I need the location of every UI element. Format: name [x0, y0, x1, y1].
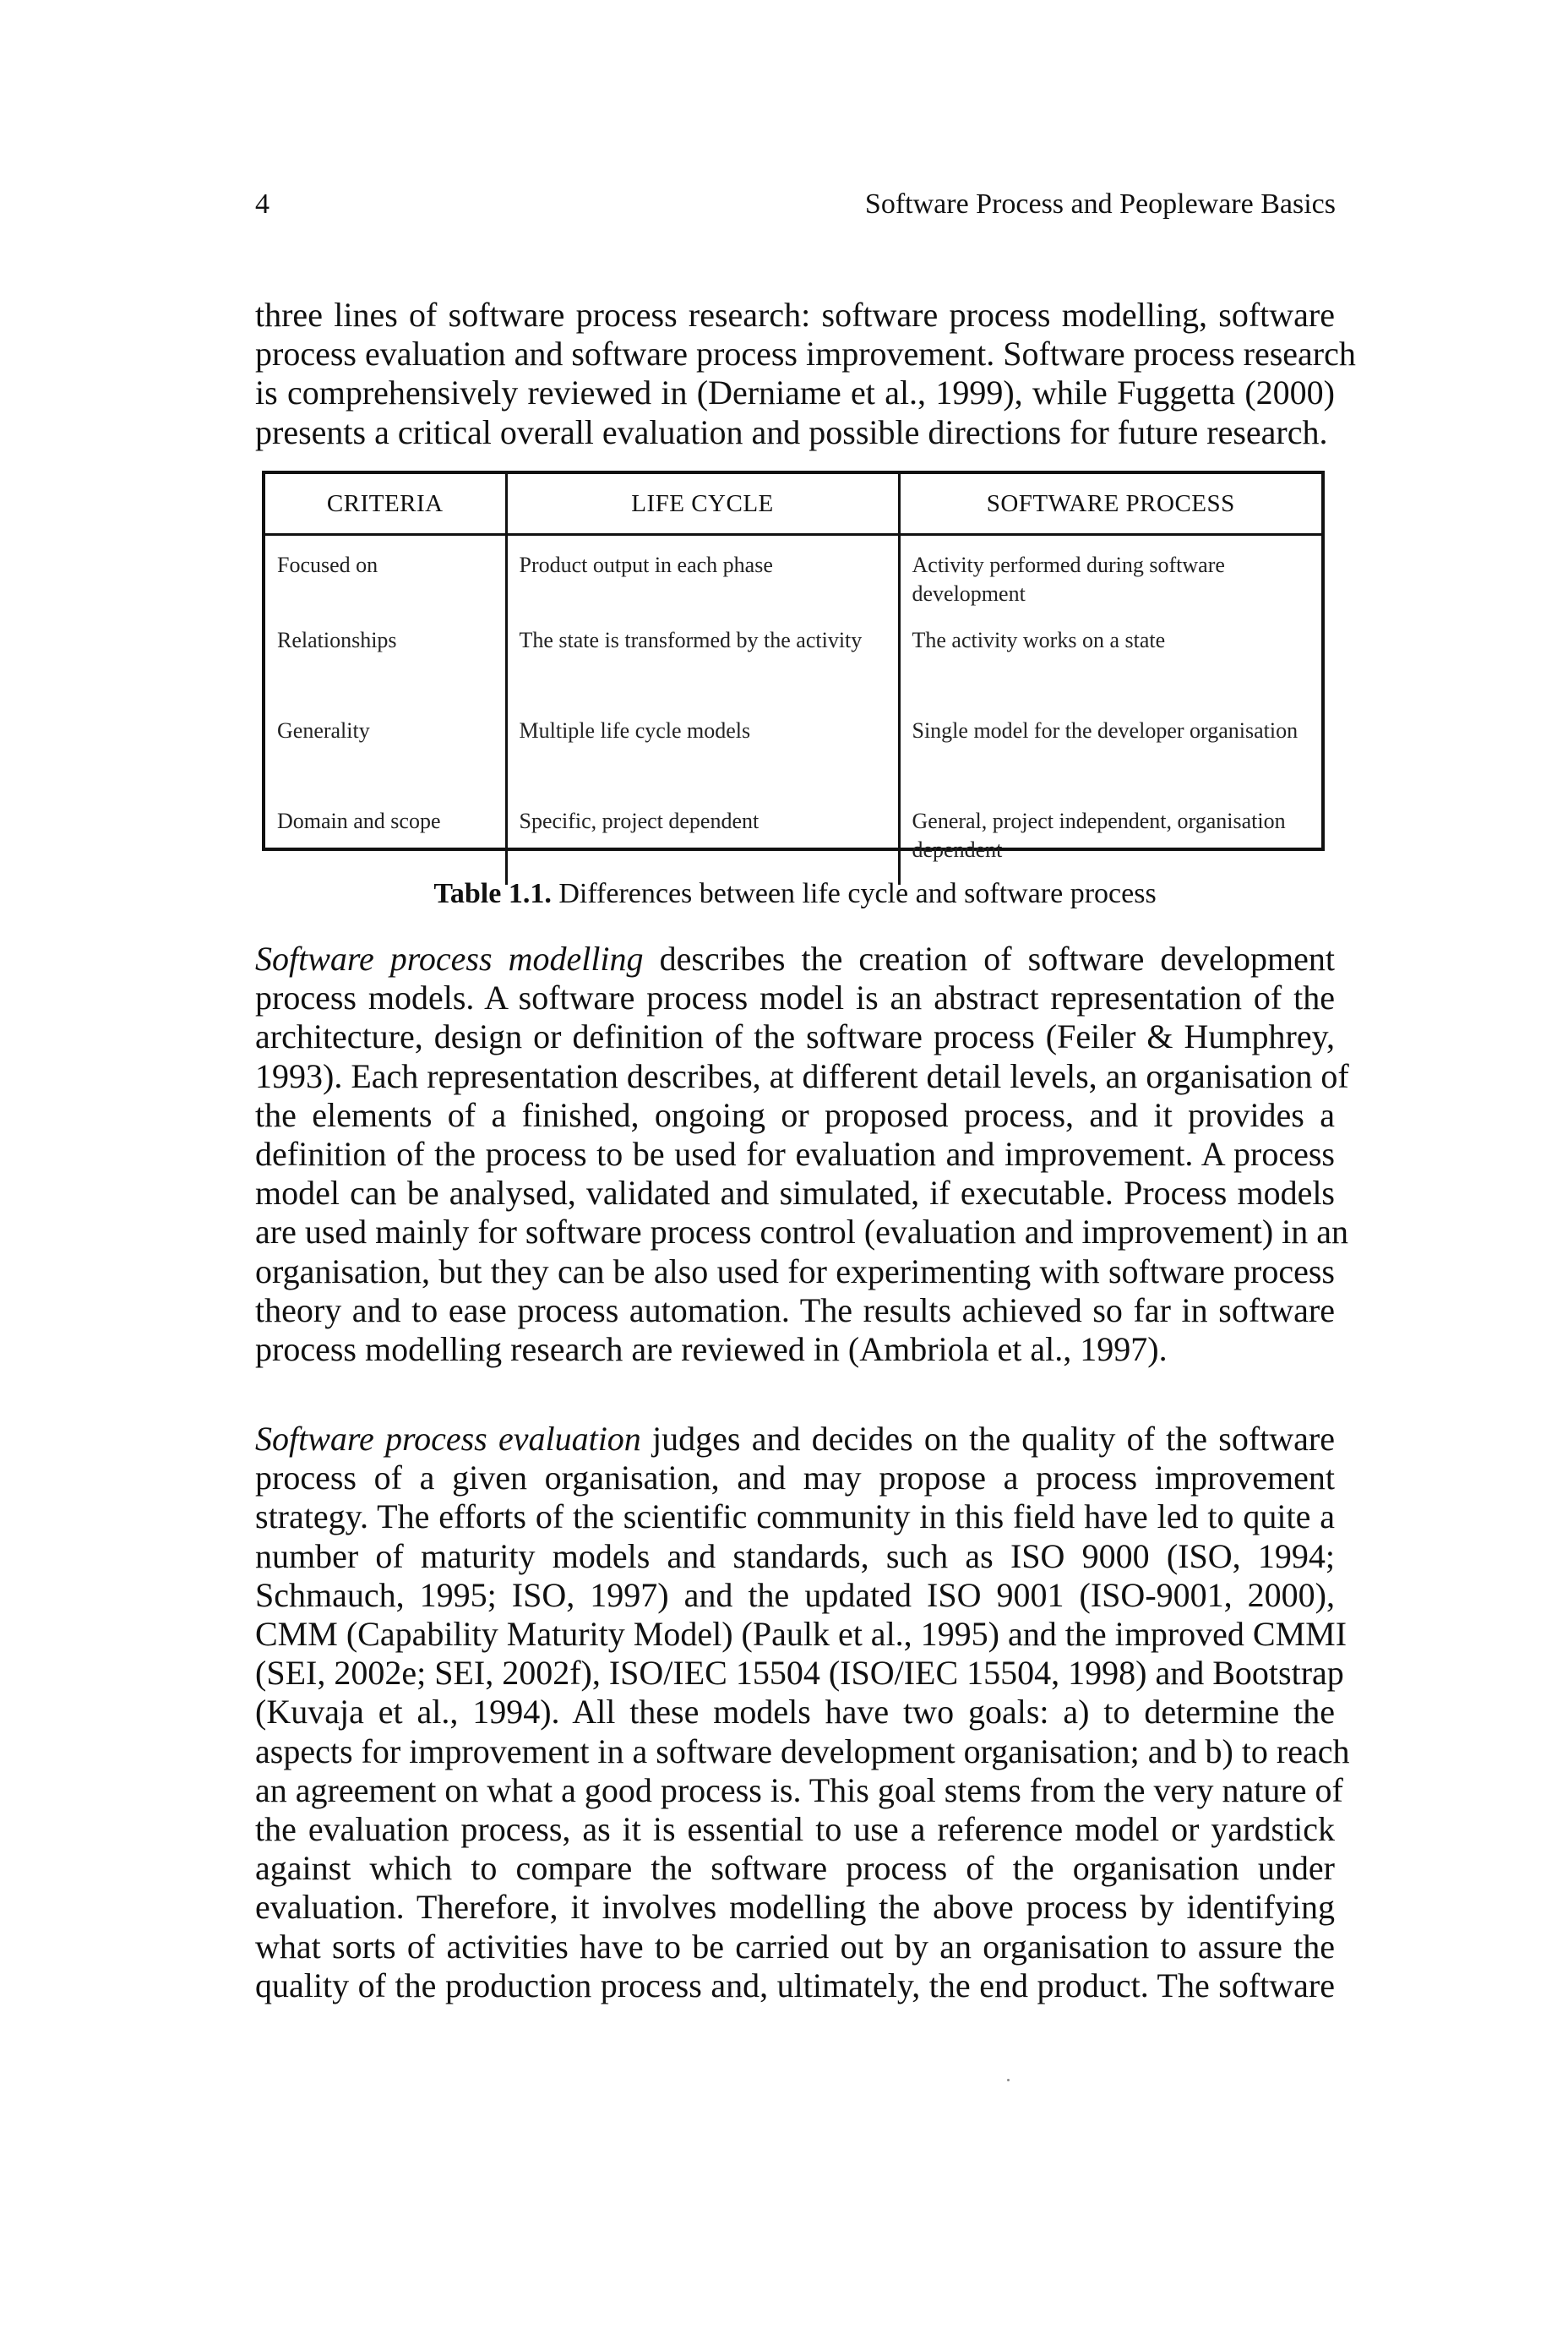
caption-text: Differences between life cycle and software process: [551, 878, 1157, 909]
text-line: definition of the process to be used for evaluation and improvement. A process: [255, 1135, 1335, 1174]
text-line: process models. A software process model is an abstract representation of the: [255, 979, 1335, 1017]
text-line: process modelling research are reviewed in (Ambriola et al., 1997).: [255, 1330, 1168, 1369]
text-line: aspects for improvement in a software development organisation; and b) to reach: [255, 1731, 1350, 1770]
text-line: evaluation. Therefore, it involves modelling the above process by identifying: [255, 1888, 1335, 1927]
text-line: are used mainly for software process control (evaluation and improvement) in an: [255, 1213, 1349, 1252]
table-row: [265, 705, 1321, 795]
text-line: three lines of software process research: software process modelling, software: [255, 296, 1335, 334]
page-number: 4: [255, 188, 270, 220]
text-line: architecture, design or definition of the software process (Feiler & Humphrey,: [255, 1017, 1335, 1056]
text-line: CMM (Capability Maturity Model) (Paulk et al., 1995) and the improved CMMI: [255, 1615, 1348, 1654]
text-line: what sorts of activities have to be carried out by an organisation to assure the: [255, 1927, 1335, 1966]
text-line: process evaluation and software process improvement. Software process research: [255, 335, 1356, 374]
text-line: model can be analysed, validated and simulated, if executable. Process models: [255, 1174, 1335, 1213]
running-title: Software Process and Peopleware Basics: [864, 188, 1336, 220]
table-cell: Product output in each phase: [506, 535, 899, 615]
table-grid: [265, 474, 1321, 885]
italic-term: Software process modelling: [255, 940, 644, 978]
text-line: against which to compare the software process of the organisation under: [255, 1849, 1335, 1888]
caption-label: Table 1.1.: [433, 878, 552, 909]
text-line: the evaluation process, as it is essential to use a reference model or yardstick: [255, 1810, 1335, 1849]
table-cell: Specific, project dependent: [506, 795, 899, 885]
text-line: number of maturity models and standards, such as ISO 9000 (ISO, 1994;: [255, 1536, 1335, 1575]
text-line: quality of the production process and, ultimately, the end product. The software: [255, 1966, 1335, 2004]
header-software-process: SOFTWARE PROCESS: [899, 474, 1321, 535]
text-line: 1993). Each representation describes, at different detail levels, an organisation of: [255, 1056, 1349, 1095]
header-life-cycle: LIFE CYCLE: [506, 474, 899, 535]
text-line: strategy. The efforts of the scientific community in this field have led to quite a: [255, 1497, 1335, 1536]
text-line: an agreement on what a good process is. This goal stems from the very nature of: [255, 1770, 1343, 1809]
table-cell: Domain and scope: [277, 809, 441, 833]
text-line: presents a critical overall evaluation and possible directions for future research.: [255, 412, 1328, 451]
table-cell: General, project independent, organisation dependent: [899, 795, 1321, 885]
table-row: [265, 535, 1321, 615]
table-header-row: [265, 474, 1321, 535]
text-line: [255, 1420, 1335, 1459]
text-line: (SEI, 2002e; SEI, 2002f), ISO/IEC 15504 (ISO/IEC 15504, 1998) and Bootstrap: [255, 1654, 1344, 1693]
paragraph-process-evaluation: [255, 1420, 1350, 2005]
text-line: [255, 940, 1335, 979]
table-caption: [255, 877, 1335, 911]
table-cell: Generality: [277, 718, 370, 743]
table-cell: Focused on: [277, 553, 378, 577]
text-line: is comprehensively reviewed in (Derniame et al., 1999), while Fuggetta (2000): [255, 374, 1335, 412]
paragraph-research-lines: [255, 296, 1356, 452]
italic-term: Software process evaluation: [255, 1420, 641, 1458]
table-cell: The activity works on a state: [899, 614, 1321, 705]
table-cell: Relationships: [277, 628, 397, 652]
table-row: [265, 614, 1321, 705]
text-line: Schmauch, 1995; ISO, 1997) and the updated ISO 9001 (ISO-9001, 2000),: [255, 1575, 1335, 1614]
table-cell: Multiple life cycle models: [506, 705, 899, 795]
table-cell: Activity performed during software development: [899, 535, 1321, 615]
text-line: the elements of a finished, ongoing or proposed process, and it provides a: [255, 1095, 1335, 1134]
paragraph-process-modelling: [255, 940, 1349, 1369]
text-line: organisation, but they can be also used for experimenting with software process: [255, 1252, 1335, 1290]
line-rest: describes the creation of software development: [643, 940, 1335, 978]
scan-speck: [1007, 2079, 1010, 2081]
table-row: [265, 795, 1321, 885]
differences-table: [262, 471, 1325, 862]
header-criteria: CRITERIA: [265, 474, 506, 535]
text-line: theory and to ease process automation. The results achieved so far in software: [255, 1290, 1335, 1329]
table-cell: The state is transformed by the activity: [506, 614, 899, 705]
text-line: (Kuvaja et al., 1994). All these models have two goals: a) to determine the: [255, 1693, 1335, 1731]
text-line: process of a given organisation, and may propose a process improvement: [255, 1459, 1335, 1497]
line-rest: judges and decides on the quality of the software: [640, 1420, 1336, 1458]
table-cell: Single model for the developer organisation: [899, 705, 1321, 795]
